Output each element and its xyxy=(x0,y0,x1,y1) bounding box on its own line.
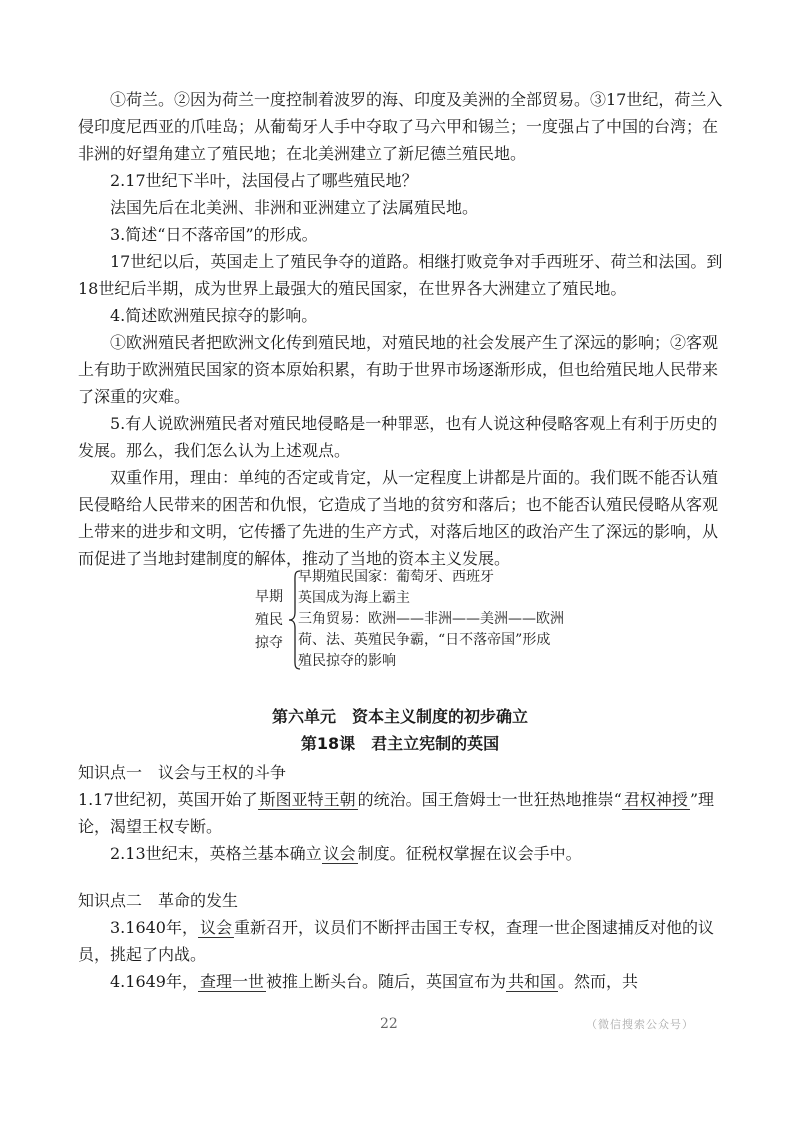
blank-3-prefix: 3.1640年， xyxy=(110,918,198,937)
answer-3: 17世纪以后，英国走上了殖民争夺的道路。相继打败竞争对手西班牙、荷兰和法国。到18世纪后半期，成为世界上最强大的殖民国家，在世界各大洲建立了殖民地。 xyxy=(78,252,723,298)
diagram-item-5: 殖民掠夺的影响 xyxy=(298,653,396,669)
question-4: 4.简述欧洲殖民掠夺的影响。 xyxy=(110,306,318,325)
fill-blank-2 xyxy=(78,840,728,867)
diagram-label-1: 早期 xyxy=(255,589,283,605)
blank-3-answer: 议会 xyxy=(200,918,233,937)
blank-1-prefix: 1.17世纪初，英国开始了 xyxy=(78,790,258,809)
colonial-plunder-diagram xyxy=(250,567,610,675)
diagram-label-2: 殖民 xyxy=(255,612,283,628)
blank-2-suffix: 制度。征税权掌握在议会手中。 xyxy=(357,844,582,863)
blank-4-answer-2: 共和国 xyxy=(508,972,557,991)
blank-1-answer-1: 斯图亚特王朝 xyxy=(259,790,356,809)
diagram-item-3: 三角贸易：欧洲——非洲——美洲——欧洲 xyxy=(298,611,564,627)
diagram-label-3: 掠夺 xyxy=(255,635,283,651)
blank-1-answer-2: 君权神授 xyxy=(623,790,688,809)
fill-blank-4 xyxy=(78,968,728,995)
blank-1-suffix: ”理论，渴望王权专断。 xyxy=(78,790,715,836)
page-number: 22 xyxy=(380,1016,398,1032)
diagram-item-4: 荷、法、英殖民争霸，“日不落帝国”形成 xyxy=(298,632,551,648)
blank-1-middle: 的统治。国王詹姆士一世狂热地推崇“ xyxy=(357,790,622,809)
knowledge-point-1-heading: 知识点一 议会与王权的斗争 xyxy=(78,763,287,782)
unit-title: 第六单元 资本主义制度的初步确立 xyxy=(271,707,528,726)
knowledge-point-2-heading: 知识点二 革命的发生 xyxy=(78,891,239,910)
watermark-text: （微信搜索公众号） xyxy=(586,1018,694,1031)
blank-4-suffix: 。然而，共 xyxy=(558,972,639,991)
fill-blank-3 xyxy=(78,914,728,968)
question-2: 2.17世纪下半叶，法国侵占了哪些殖民地？ xyxy=(110,171,418,190)
question-3: 3.简述“日不落帝国”的形成。 xyxy=(110,225,318,244)
blank-2-answer: 议会 xyxy=(323,844,356,863)
answer-5: 双重作用，理由：单纯的否定或肯定，从一定程度上讲都是片面的。我们既不能否认殖民侵略给人民带来的困苦和仇恨，它造成了当地的贫穷和落后；也不能否认殖民侵略从客观上带来的进步和文明，它传播了先进的生产方式，对落后地区的政治产生了深远的影响，从而促进了当地封建制度的解体，推动了当地的资本主义发展。 xyxy=(78,468,719,568)
blank-2-prefix: 2.13世纪末，英格兰基本确立 xyxy=(110,844,322,863)
lesson-title: 第18课 君主立宪制的英国 xyxy=(300,734,500,753)
fill-blank-1 xyxy=(78,786,728,840)
question-5: 5.有人说欧洲殖民者对殖民地侵略是一种罪恶，也有人说这种侵略客观上有利于历史的发展。那么，我们怎么认为上述观点。 xyxy=(78,414,718,460)
blank-3-suffix: 重新召开，议员们不断抨击国王专权，查理一世企图逮捕反对他的议员，挑起了内战。 xyxy=(78,918,715,964)
diagram-item-1: 早期殖民国家：葡萄牙、西班牙 xyxy=(298,569,494,585)
paragraph-answer-1: ①荷兰。②因为荷兰一度控制着波罗的海、印度及美洲的全部贸易。③17世纪，荷兰入侵印度尼西亚的爪哇岛；从葡萄牙人手中夺取了马六甲和锡兰；一度强占了中国的台湾；在非洲的好望角建立了殖民地；在北美洲建立了新尼德兰殖民地。 xyxy=(78,90,723,163)
blank-4-answer-1: 查理一世 xyxy=(200,972,265,991)
diagram-item-2: 英国成为海上霸主 xyxy=(298,590,410,606)
answer-2: 法国先后在北美洲、非洲和亚洲建立了法属殖民地。 xyxy=(110,198,479,217)
blank-4-middle: 被推上断头台。随后，英国宣布为 xyxy=(266,972,507,991)
blank-4-prefix: 4.1649年， xyxy=(110,972,198,991)
answer-4: ①欧洲殖民者把欧洲文化传到殖民地，对殖民地的社会发展产生了深远的影响；②客观上有助于欧洲殖民国家的资本原始积累，有助于世界市场逐渐形成，但也给殖民地人民带来了深重的灾难。 xyxy=(78,333,719,406)
